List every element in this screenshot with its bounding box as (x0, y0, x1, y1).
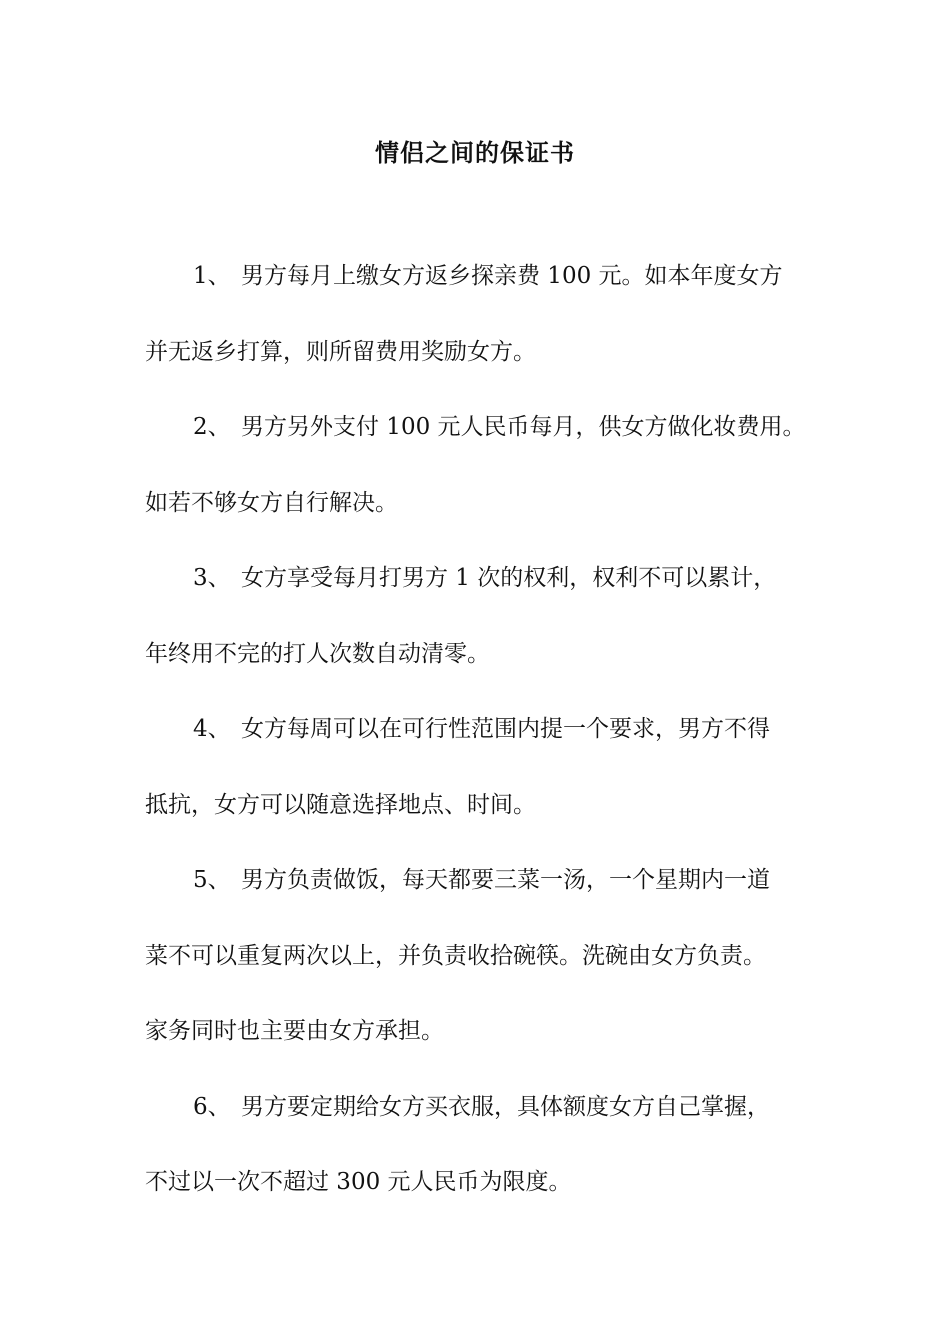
clause-text: 女方每周可以在可行性范围内提一个要求，男方不得 (241, 716, 770, 742)
clause-text: 女方享受每月打男方 1 次的权利，权利不可以累计， (241, 565, 777, 591)
clause-number: 5、 (193, 867, 231, 893)
clause-first-line (145, 711, 835, 748)
clause-text: 男方每月上缴女方返乡探亲费 100 元。如本年度女方 (241, 263, 783, 289)
clause-5 (145, 862, 835, 1050)
clause-continuation-line: 年终用不完的打人次数自动清零。 (145, 640, 490, 667)
clause-continuation-line: 如若不够女方自行解决。 (145, 489, 398, 516)
clause-number: 2、 (193, 414, 231, 440)
clause-3 (145, 560, 835, 673)
clause-4 (145, 711, 835, 824)
clause-text: 男方要定期给女方买衣服，具体额度女方自己掌握， (241, 1093, 770, 1120)
clause-first-line (145, 560, 835, 597)
clause-number: 3、 (193, 565, 231, 591)
clause-6 (145, 1089, 835, 1202)
clause-2 (145, 409, 835, 522)
clause-continuation-line: 并无返乡打算，则所留费用奖励女方。 (145, 338, 536, 365)
document-title: 情侣之间的保证书 (375, 138, 575, 167)
clause-number: 1、 (193, 263, 231, 289)
clause-first-line (145, 862, 835, 899)
clause-number: 4、 (193, 716, 231, 742)
clause-number: 6、 (193, 1093, 231, 1120)
clause-first-line (145, 409, 835, 446)
clause-continuation-line: 抵抗，女方可以随意选择地点、时间。 (145, 791, 536, 818)
clause-first-line (145, 258, 835, 295)
clause-text: 男方负责做饭，每天都要三菜一汤，一个星期内一道 (241, 867, 770, 893)
clause-first-line (145, 1089, 835, 1126)
clause-1 (145, 258, 835, 371)
clause-continuation-line: 不过以一次不超过 300 元人民币为限度。 (145, 1169, 572, 1195)
document-body (145, 258, 835, 1240)
clause-continuation-line: 菜不可以重复两次以上，并负责收拾碗筷。洗碗由女方负责。 (145, 942, 766, 969)
clause-text: 男方另外支付 100 元人民币每月，供女方做化妆费用。 (241, 414, 806, 440)
clause-continuation-line: 家务同时也主要由女方承担。 (145, 1018, 444, 1044)
